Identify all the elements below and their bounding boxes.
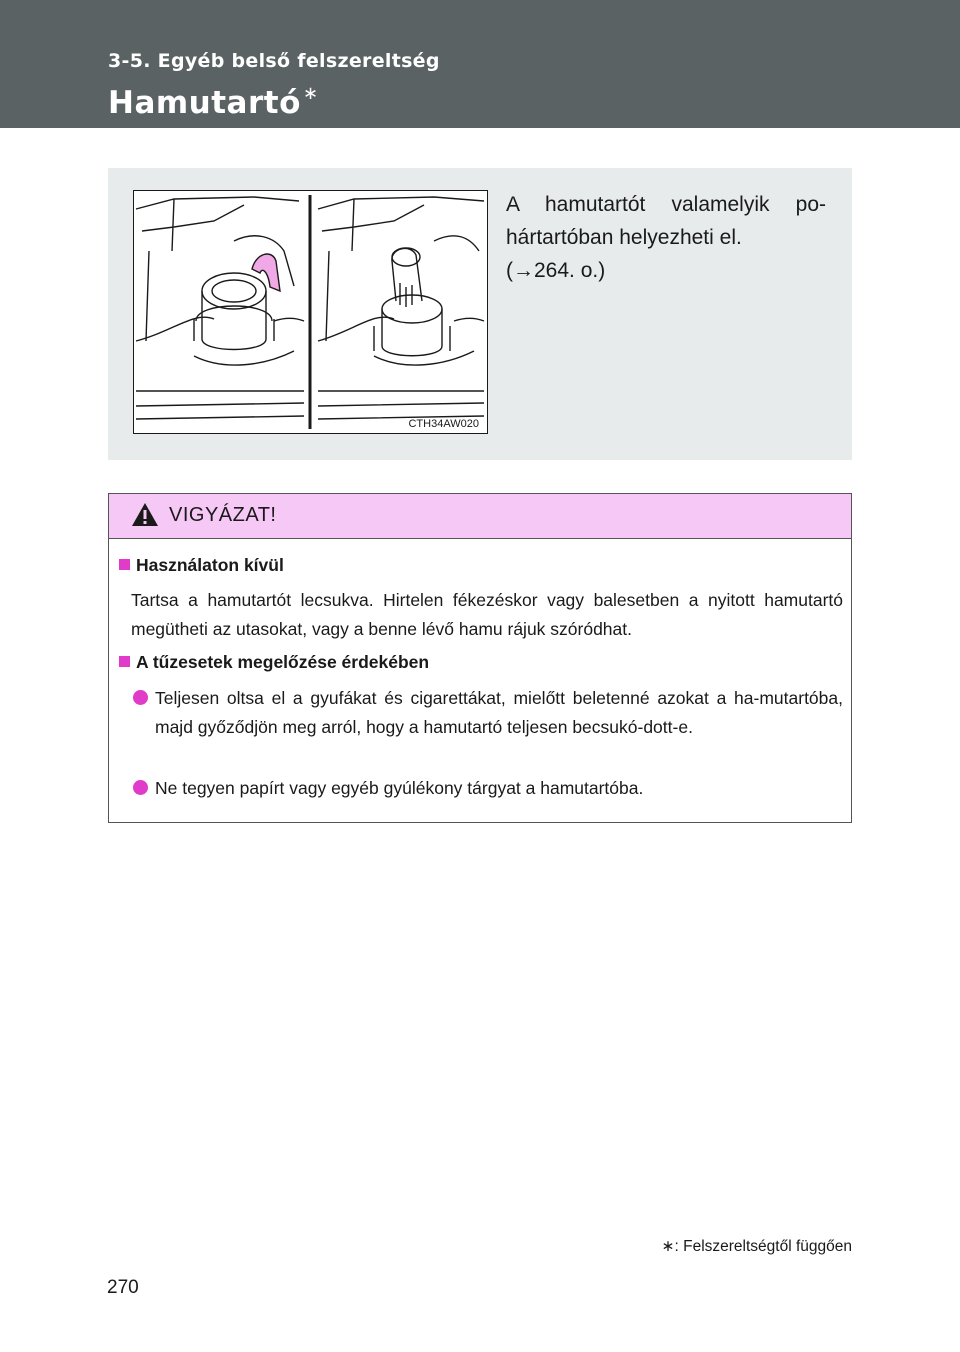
bullet-text: Teljesen oltsa el a gyufákat és cigarettákat, mielőtt beletenné azokat a ha-mutartóba, majd győződjön meg arról, hogy a hamutartó teljesen becsukó-dott-e. <box>155 688 843 737</box>
footnote: ∗: Felszereltségtől függően <box>661 1238 852 1255</box>
round-bullet-icon <box>133 780 148 795</box>
figure-box <box>108 168 852 460</box>
figure-text-line-1: A hamutartót valamelyik po- <box>506 193 826 216</box>
section-label: 3-5. Egyéb belső felszereltség <box>108 50 440 72</box>
page-reference-link[interactable]: (→264. o.) <box>506 259 606 282</box>
section-heading-text: Használaton kívül <box>136 555 284 575</box>
page-title-text: Hamutartó <box>108 85 301 121</box>
page-header <box>0 0 960 128</box>
figure-code: CTH34AW020 <box>408 418 479 430</box>
section-heading-text: A tűzesetek megelőzése érdekében <box>136 652 430 672</box>
ashtray-drawing <box>134 191 486 432</box>
bullet-item <box>131 684 843 742</box>
ashtray-illustration <box>133 190 488 434</box>
bullet-item <box>131 774 843 803</box>
caution-header <box>109 494 851 539</box>
figure-text-line-2: hártartóban helyezheti el. <box>506 226 742 249</box>
bullet-text: Ne tegyen papírt vagy egyéb gyúlékony tárgyat a hamutartóba. <box>155 778 644 798</box>
section-heading-not-in-use <box>119 555 284 576</box>
section-paragraph: Tartsa a hamutartót lecsukva. Hirtelen fékezéskor vagy balesetben a nyitott hamutartó megütheti az utasokat, vagy a benne lévő hamu rájuk szóródhat. <box>131 590 843 639</box>
caution-title: VIGYÁZAT! <box>169 504 277 526</box>
page-number: 270 <box>107 1277 139 1298</box>
square-bullet-icon <box>119 656 130 667</box>
optional-equipment-mark: ∗ <box>302 83 319 104</box>
figure-description <box>506 188 826 287</box>
section-heading-fire-prevention <box>119 652 429 673</box>
page-title <box>108 83 318 121</box>
caution-box <box>108 493 852 823</box>
round-bullet-icon <box>133 690 148 705</box>
square-bullet-icon <box>119 559 130 570</box>
warning-triangle-icon <box>131 502 159 532</box>
